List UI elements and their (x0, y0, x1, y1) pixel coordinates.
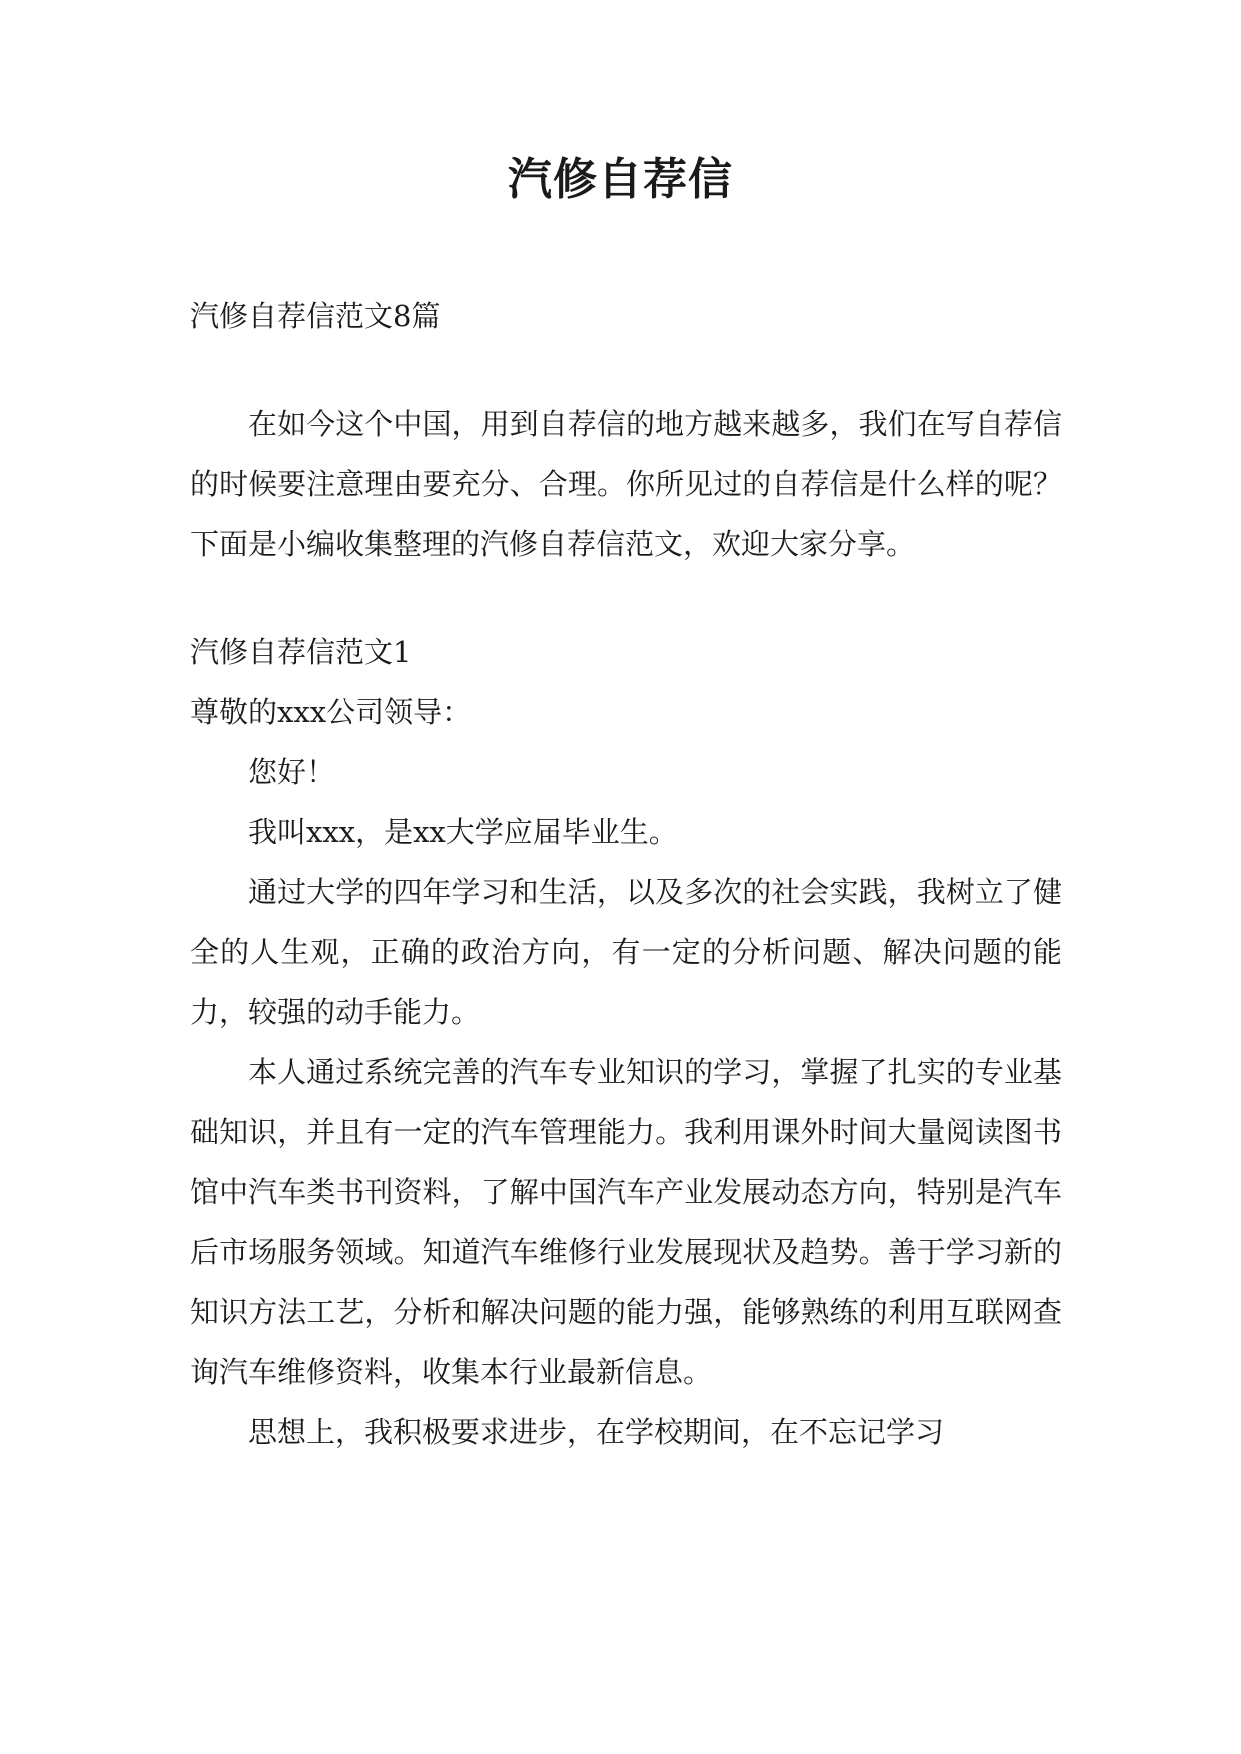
page-title: 汽修自荐信 (508, 154, 733, 205)
document-subtitle: 汽修自荐信范文8篇 (190, 299, 441, 333)
salutation: 尊敬的xxx公司领导： (190, 695, 472, 729)
intro-paragraph: 在如今这个中国，用到自荐信的地方越来越多，我们在写自荐信的时候要注意理由要充分、合理。你所见过的自荐信是什么样的呢？下面是小编收集整理的汽修自荐信范文，欢迎大家分享。 (190, 407, 1062, 561)
body-paragraph: 我叫xxx，是xx大学应届毕业生。 (248, 815, 678, 849)
body-paragraph: 思想上，我积极要求进步，在学校期间，在不忘记学习 (248, 1415, 945, 1449)
body-paragraph: 本人通过系统完善的汽车专业知识的学习，掌握了扎实的专业基础知识，并且有一定的汽车管理能力。我利用课外时间大量阅读图书馆中汽车类书刊资料，了解中国汽车产业发展动态方向，特别是汽车后市场服务领域。知道汽车维修行业发展现状及趋势。善于学习新的知识方法工艺，分析和解决问题的能力强，能够熟练的利用互联网查询汽车维修资料，收集本行业最新信息。 (190, 1055, 1062, 1389)
document-body (190, 286, 1062, 1462)
section-heading: 汽修自荐信范文1 (190, 635, 412, 669)
body-paragraph: 通过大学的四年学习和生活，以及多次的社会实践，我树立了健全的人生观，正确的政治方向，有一定的分析问题、解决问题的能力，较强的动手能力。 (190, 875, 1062, 1029)
greeting: 您好！ (248, 755, 336, 789)
